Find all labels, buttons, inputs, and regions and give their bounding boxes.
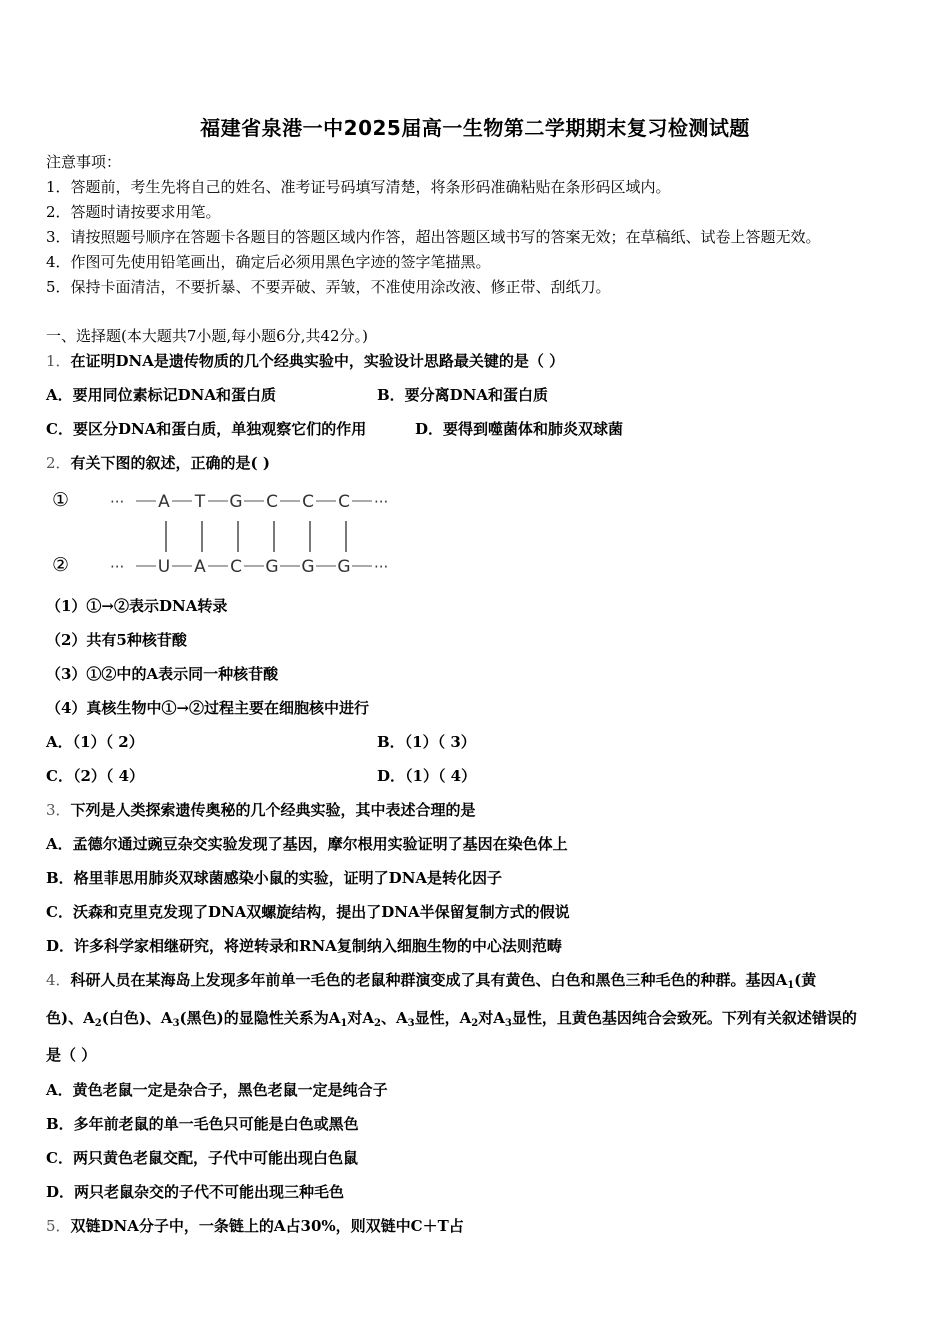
gene-symbol: A — [775, 971, 788, 989]
question-stem: (黄 — [794, 971, 817, 989]
question-3 — [46, 800, 476, 820]
option-b: B．格里菲思用肺炎双球菌感染小鼠的实验，证明了DNA是转化因子 — [46, 869, 503, 887]
gene-symbol: A — [459, 1009, 472, 1027]
question-stem: 显性，且黄色基因纯合会致死。下列有关叙述错误的 — [511, 1009, 857, 1027]
question-number: 5． — [46, 1217, 71, 1235]
strand-1-base: C — [302, 492, 314, 512]
strand-2-base: G — [265, 557, 279, 577]
notice-item: 4．作图可先使用铅笔画出，确定后必须用黑色字迹的签字笔描黑。 — [46, 253, 491, 271]
strand-1-base: G — [229, 492, 243, 512]
gene-subscript: 1 — [340, 1018, 348, 1029]
option-c: C．沃森和克里克发现了DNA双螺旋结构，提出了DNA半保留复制方式的假说 — [46, 903, 570, 921]
strand-2-label: ② — [52, 554, 70, 576]
section-heading: 一、选择题(本大题共7小题,每小题6分,共42分。) — [46, 327, 368, 345]
question-stem: (白色)、 — [101, 1009, 161, 1027]
question-stem: 对 — [478, 1009, 494, 1027]
gene-symbol: A — [493, 1009, 505, 1027]
option-b: B．（1）（ 3） — [377, 733, 476, 751]
question-5 — [46, 1216, 464, 1236]
option-d: D．许多科学家相继研究，将逆转录和RNA复制纳入细胞生物的中心法则范畴 — [46, 937, 562, 955]
question-stem: 对 — [347, 1009, 363, 1027]
notice-heading: 注意事项： — [46, 153, 122, 171]
statement-4: （4）真核生物中①→②过程主要在细胞核中进行 — [46, 699, 370, 717]
gene-subscript: 3 — [504, 1018, 512, 1029]
gene-subscript: 2 — [471, 1018, 479, 1029]
option-a: A．要用同位素标记DNA和蛋白质 — [46, 386, 276, 404]
gene-subscript: 3 — [172, 1018, 180, 1029]
gene-subscript: 2 — [94, 1018, 102, 1029]
statement-1: （1）①→②表示DNA转录 — [46, 597, 228, 615]
question-4-line-2 — [46, 1008, 857, 1028]
strand-1-base: C — [338, 492, 350, 512]
statement-3: （3）①②中的A表示同一种核苷酸 — [46, 665, 279, 683]
strand-2-base: G — [337, 557, 351, 577]
option-c: C．两只黄色老鼠交配，子代中可能出现白色鼠 — [46, 1149, 358, 1167]
page-title: 福建省泉港一中2025届高一生物第二学期期末复习检测试题 — [200, 116, 750, 140]
strand-2 — [110, 557, 388, 577]
option-c: C．要区分DNA和蛋白质，单独观察它们的作用 — [46, 420, 367, 438]
ellipsis-end: ··· — [374, 493, 389, 511]
gene-symbol: A — [83, 1009, 95, 1027]
question-stem: 科研人员在某海岛上发现多年前单一毛色的老鼠种群演变成了具有黄色、白色和黑色三种毛色的种群。基因 — [70, 971, 776, 989]
strand-1-base: T — [194, 492, 206, 512]
question-2 — [46, 453, 270, 473]
strand-1-base: C — [266, 492, 278, 512]
question-stem: 色)、 — [46, 1009, 84, 1027]
notice-item: 5．保持卡面清洁，不要折暴、不要弄破、弄皱，不准使用涂改液、修正带、刮纸刀。 — [46, 278, 611, 296]
question-4-line-1 — [46, 970, 816, 990]
question-number: 4． — [46, 971, 71, 989]
notice-item: 2．答题时请按要求用笔。 — [46, 203, 221, 221]
question-stem: (黑色)的显隐性关系为 — [179, 1009, 329, 1027]
gene-symbol: A — [328, 1009, 341, 1027]
strand-1 — [110, 492, 388, 512]
question-stem: 在证明DNA是遗传物质的几个经典实验中，实验设计思路最关键的是（ ） — [70, 352, 565, 370]
ellipsis-start: ··· — [110, 558, 125, 576]
question-stem: 有关下图的叙述，正确的是( ) — [70, 454, 270, 472]
option-d: D．两只老鼠杂交的子代不可能出现三种毛色 — [46, 1183, 345, 1201]
strand-1-label: ① — [52, 489, 70, 511]
question-number: 1． — [46, 352, 71, 370]
strand-2-base: A — [194, 557, 206, 577]
dna-rna-diagram — [46, 484, 426, 584]
notice-item: 1．答题前，考生先将自己的姓名、准考证号码填写清楚，将条形码准确粘贴在条形码区域内。 — [46, 178, 671, 196]
strand-2-base: C — [230, 557, 242, 577]
option-a: A．孟德尔通过豌豆杂交实验发现了基因，摩尔根用实验证明了基因在染色体上 — [46, 835, 568, 853]
option-b: B．多年前老鼠的单一毛色只可能是白色或黑色 — [46, 1115, 359, 1133]
ellipsis-start: ··· — [110, 493, 125, 511]
option-d: D．要得到噬菌体和肺炎双球菌 — [415, 420, 624, 438]
option-d: D．（1）（ 4） — [377, 767, 477, 785]
gene-subscript: 1 — [787, 980, 795, 991]
question-stem: 下列是人类探索遗传奥秘的几个经典实验，其中表述合理的是 — [70, 801, 476, 819]
option-a: A．黄色老鼠一定是杂合子，黑色老鼠一定是纯合子 — [46, 1081, 388, 1099]
question-number: 3． — [46, 801, 71, 819]
question-stem: 显性， — [414, 1009, 460, 1027]
notice-item: 3．请按照题号顺序在答题卡各题目的答题区域内作答，超出答题区域书写的答案无效；在草稿纸、试卷上答题无效。 — [46, 228, 821, 246]
gene-subscript: 3 — [407, 1018, 415, 1029]
gene-symbol: A — [395, 1009, 408, 1027]
strand-2-base: G — [301, 557, 315, 577]
question-number: 2． — [46, 454, 71, 472]
question-stem: 双链DNA分子中，一条链上的A占30%，则双链中C＋T占 — [70, 1217, 464, 1235]
option-c: C．（2）（ 4） — [46, 767, 145, 785]
gene-subscript: 2 — [374, 1018, 381, 1029]
option-b: B．要分离DNA和蛋白质 — [377, 386, 549, 404]
ellipsis-end: ··· — [374, 558, 389, 576]
strand-2-base: U — [157, 557, 171, 577]
base-pair-lines — [166, 521, 346, 552]
strand-1-base: A — [158, 492, 170, 512]
question-1 — [46, 351, 564, 371]
question-4-line-3: 是（ ） — [46, 1046, 97, 1064]
option-a: A．（1）（ 2） — [46, 733, 144, 751]
statement-2: （2）共有5种核苷酸 — [46, 631, 187, 649]
gene-symbol: A — [362, 1009, 374, 1027]
gene-symbol: A — [160, 1009, 173, 1027]
question-stem: 、 — [380, 1009, 396, 1027]
